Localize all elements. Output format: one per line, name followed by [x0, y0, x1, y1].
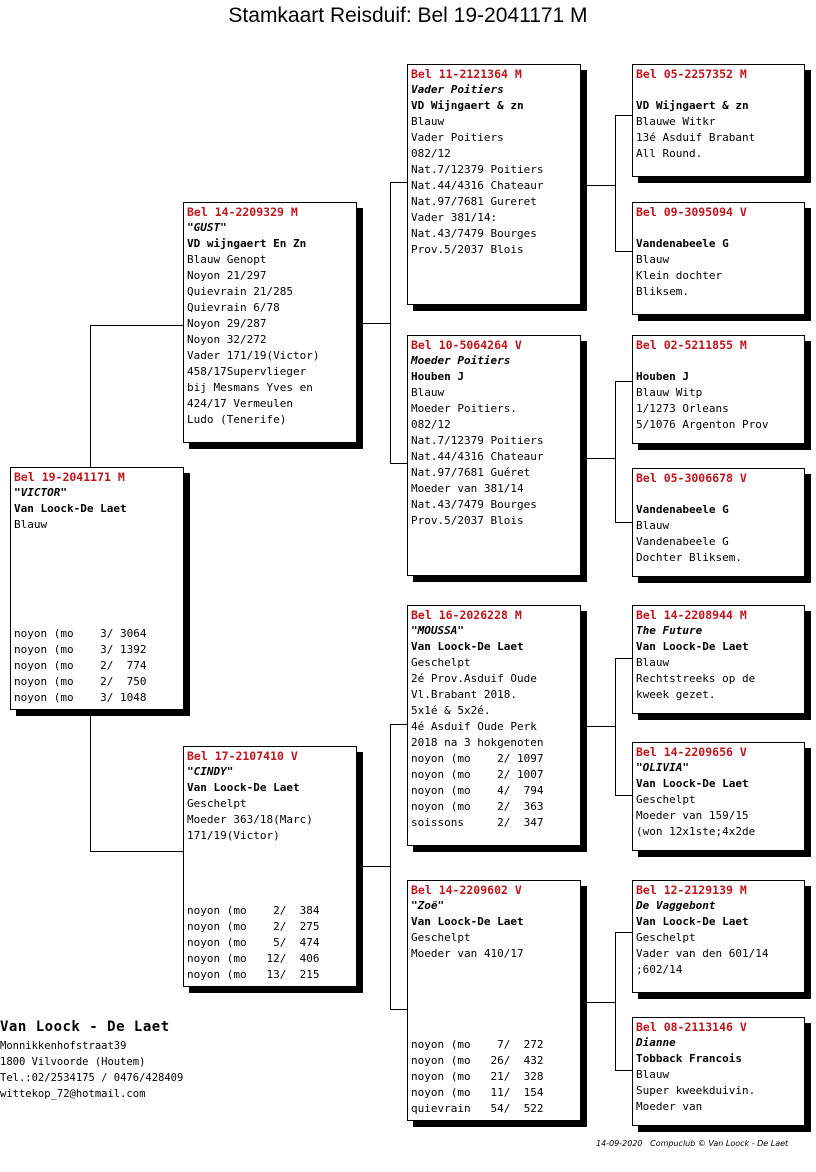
- info-line: kweek gezet.: [636, 688, 716, 701]
- info-line: Nat.43/7479 Bourges: [411, 498, 537, 511]
- info-line: Vader 381/14:: [411, 211, 498, 224]
- breeder-name: Van Loock-De Laet: [636, 915, 749, 928]
- connector-mm-out: [587, 1002, 615, 1003]
- race-results: [14, 626, 146, 706]
- ring-number: Bel 02-5211855 M: [636, 338, 747, 352]
- pigeon-name: "VICTOR": [14, 486, 67, 499]
- result-line: noyon (mo 3/ 1048: [14, 691, 147, 704]
- pigeon-card-fmf[interactable]: [632, 335, 805, 444]
- pigeon-card-subject[interactable]: [10, 467, 184, 710]
- ring-number: Bel 09-3095094 V: [636, 205, 747, 219]
- ring-number: Bel 14-2208944 M: [636, 608, 747, 622]
- connector-to-mff: [615, 658, 632, 659]
- breeder-name: VD Wijngaert & zn: [636, 99, 749, 112]
- pigeon-card-mmf[interactable]: [632, 880, 805, 993]
- connector-father-vertical: [390, 182, 391, 464]
- info-line: 082/12: [411, 147, 451, 160]
- info-line: Blauwe Witkr: [636, 115, 716, 128]
- pigeon-card-mother-father[interactable]: [407, 605, 581, 846]
- info-line: Vader 171/19(Victor): [187, 349, 320, 362]
- connector-mf-out: [587, 726, 615, 727]
- spacer: [636, 353, 801, 369]
- result-line: noyon (mo 26/ 432: [411, 1054, 544, 1067]
- info-line: Klein dochter: [636, 269, 723, 282]
- connector-to-ffm: [615, 251, 632, 252]
- pigeon-card-father[interactable]: [183, 202, 357, 443]
- info-line: Geschelpt: [411, 656, 471, 669]
- info-line: Moeder 363/18(Marc): [187, 813, 313, 826]
- info-line: Ludo (Tenerife): [187, 413, 287, 426]
- pigeon-card-father-father[interactable]: [407, 64, 581, 305]
- info-line: Nat.97/7681 Gureret: [411, 195, 537, 208]
- pigeon-name: Dianne: [636, 1036, 676, 1049]
- info-line: 082/12: [411, 418, 451, 431]
- breeder-name: Vandenabeele G: [636, 503, 729, 516]
- info-line: Quievrain 6/78: [187, 301, 280, 314]
- info-line: 424/17 Vermeulen: [187, 397, 293, 410]
- info-line: Bliksem.: [636, 285, 689, 298]
- info-line: noyon (mo 2/ 1007: [411, 768, 544, 781]
- pigeon-name: Vader Poitiers: [411, 83, 504, 96]
- pigeon-card-mother[interactable]: [183, 746, 357, 987]
- connector-father-out: [363, 323, 390, 324]
- result-line: noyon (mo 2/ 384: [187, 904, 320, 917]
- info-line: Quievrain 21/285: [187, 285, 293, 298]
- info-line: 171/19(Victor): [187, 829, 280, 842]
- pigeon-card-mmm[interactable]: [632, 1017, 805, 1126]
- connector-ff-out: [587, 185, 615, 186]
- info-line: Geschelpt: [411, 931, 471, 944]
- result-line: noyon (mo 11/ 154: [411, 1086, 544, 1099]
- info-line: Nat.43/7479 Bourges: [411, 227, 537, 240]
- result-line: noyon (mo 13/ 215: [187, 968, 320, 981]
- info-line: Blauw Genopt: [187, 253, 267, 266]
- connector-to-fmf: [615, 381, 632, 382]
- connector-to-fmm: [615, 522, 632, 523]
- owner-address: Monnikkenhofstraat39: [0, 1040, 127, 1052]
- connector-mother-vertical: [390, 724, 391, 1010]
- info-line: (won 12x1ste;4x2de: [636, 825, 756, 838]
- info-line: Vader Poitiers: [411, 131, 504, 144]
- spacer: [636, 82, 801, 98]
- connector-to-mf: [390, 724, 407, 725]
- connector-mm-vertical: [615, 932, 616, 1071]
- ring-number: Bel 08-2113146 V: [636, 1020, 747, 1034]
- pigeon-name: "CINDY": [187, 765, 234, 778]
- info-line: Rechtstreeks op de: [636, 672, 756, 685]
- info-line: Vader van den 601/14: [636, 947, 769, 960]
- info-line: 5/1076 Argenton Prov: [636, 418, 769, 431]
- ring-number: Bel 05-3006678 V: [636, 471, 747, 485]
- pigeon-name: "GUST": [187, 221, 227, 234]
- connector-to-fff: [615, 115, 632, 116]
- ring-number: Bel 14-2209329 M: [187, 205, 298, 219]
- pigeon-card-fmm[interactable]: [632, 468, 805, 577]
- info-line: soissons 2/ 347: [411, 816, 544, 829]
- ring-number: Bel 10-5064264 V: [411, 338, 522, 352]
- pigeon-card-mff[interactable]: [632, 605, 805, 714]
- connector-to-mother: [90, 851, 183, 852]
- connector-to-fm: [390, 463, 407, 464]
- info-line: Blauw: [14, 518, 48, 531]
- breeder-name: Vandenabeele G: [636, 237, 729, 250]
- connector-to-mmm: [615, 1070, 632, 1071]
- page-title: Stamkaart Reisduif: Bel 19-2041171 M: [228, 4, 588, 27]
- breeder-name: Van Loock-De Laet: [14, 502, 127, 515]
- connector-fm-vertical: [615, 381, 616, 523]
- info-line: noyon (mo 4/ 794: [411, 784, 544, 797]
- race-results: [411, 1037, 543, 1117]
- info-line: Dochter Bliksem.: [636, 551, 742, 564]
- owner-email[interactable]: wittekop_72@hotmail.com: [0, 1088, 146, 1100]
- info-line: Geschelpt: [187, 797, 247, 810]
- info-line: Vandenabeele G: [636, 535, 729, 548]
- connector-to-father: [90, 325, 183, 326]
- info-line: Moeder van 159/15: [636, 809, 749, 822]
- breeder-name: Van Loock-De Laet: [636, 640, 749, 653]
- spacer: [636, 220, 801, 236]
- breeder-name: Van Loock-De Laet: [411, 640, 524, 653]
- spacer: [636, 486, 801, 502]
- result-line: noyon (mo 2/ 275: [187, 920, 320, 933]
- result-line: noyon (mo 3/ 3064: [14, 627, 147, 640]
- info-line: ;602/14: [636, 963, 683, 976]
- connector-fm-out: [587, 458, 615, 459]
- info-line: noyon (mo 2/ 1097: [411, 752, 544, 765]
- info-line: Nat.7/12379 Poitiers: [411, 163, 544, 176]
- info-line: Nat.7/12379 Poitiers: [411, 434, 544, 447]
- info-line: Noyon 29/287: [187, 317, 267, 330]
- info-line: Blauw: [636, 519, 670, 532]
- pigeon-name: The Future: [636, 624, 703, 637]
- info-line: Moeder van 381/14: [411, 482, 524, 495]
- ring-number: Bel 19-2041171 M: [14, 470, 125, 484]
- ring-number: Bel 12-2129139 M: [636, 883, 747, 897]
- pigeon-name: De Vaggebont: [636, 899, 716, 912]
- connector-ff-vertical: [615, 115, 616, 251]
- result-line: noyon (mo 2/ 750: [14, 675, 147, 688]
- owner-city: 1800 Vilvoorde (Houtem): [0, 1056, 146, 1068]
- info-line: Moeder van: [636, 1100, 703, 1113]
- pigeon-name: Moeder Poitiers: [411, 354, 511, 367]
- owner-phone: Tel.:02/2534175 / 0476/428409: [0, 1072, 184, 1084]
- connector-to-mfm: [615, 795, 632, 796]
- info-line: 13é Asduif Brabant: [636, 131, 756, 144]
- result-line: noyon (mo 12/ 406: [187, 952, 320, 965]
- info-line: 2é Prov.Asduif Oude: [411, 672, 537, 685]
- pigeon-card-mfm[interactable]: [632, 742, 805, 851]
- breeder-name: Van Loock-De Laet: [187, 781, 300, 794]
- info-line: Blauw: [636, 1068, 670, 1081]
- info-line: 4é Asduif Oude Perk: [411, 720, 537, 733]
- connector-mf-vertical: [615, 658, 616, 796]
- ring-number: Bel 05-2257352 M: [636, 67, 747, 81]
- owner-name: Van Loock - De Laet: [0, 1019, 170, 1035]
- pigeon-card-ffm[interactable]: [632, 202, 805, 315]
- info-line: Geschelpt: [636, 931, 696, 944]
- result-line: quievrain 54/ 522: [411, 1102, 544, 1115]
- info-line: Moeder Poitiers.: [411, 402, 517, 415]
- breeder-name: Van Loock-De Laet: [411, 915, 524, 928]
- info-line: Geschelpt: [636, 793, 696, 806]
- ring-number: Bel 16-2026228 M: [411, 608, 522, 622]
- connector-to-mm: [390, 1009, 407, 1010]
- connector-mother-out: [363, 866, 390, 867]
- info-line: Prov.5/2037 Blois: [411, 243, 524, 256]
- breeder-name: Houben J: [411, 370, 464, 383]
- info-line: bij Mesmans Yves en: [187, 381, 313, 394]
- result-line: noyon (mo 21/ 328: [411, 1070, 544, 1083]
- info-line: 1/1273 Orleans: [636, 402, 729, 415]
- info-line: Blauw: [636, 253, 670, 266]
- info-line: All Round.: [636, 147, 703, 160]
- info-line: Nat.44/4316 Chateaur: [411, 179, 544, 192]
- info-line: Blauw: [636, 656, 670, 669]
- result-line: noyon (mo 3/ 1392: [14, 643, 147, 656]
- info-line: Noyon 21/297: [187, 269, 267, 282]
- info-line: Super kweekduivin.: [636, 1084, 756, 1097]
- info-line: Blauw: [411, 386, 445, 399]
- breeder-name: VD wijngaert En Zn: [187, 237, 307, 250]
- info-line: 458/17Supervlieger: [187, 365, 307, 378]
- race-results: [187, 903, 319, 983]
- info-line: Noyon 32/272: [187, 333, 267, 346]
- owner-info: [0, 1016, 183, 1102]
- breeder-name: VD Wijngaert & zn: [411, 99, 524, 112]
- ring-number: Bel 14-2209602 V: [411, 883, 522, 897]
- info-line: Prov.5/2037 Blois: [411, 514, 524, 527]
- info-line: noyon (mo 2/ 363: [411, 800, 544, 813]
- pigeon-name: "OLIVIA": [636, 761, 689, 774]
- breeder-name: Houben J: [636, 370, 689, 383]
- ring-number: Bel 11-2121364 M: [411, 67, 522, 81]
- pigeon-card-mother-mother[interactable]: [407, 880, 581, 1121]
- info-line: 5x1é & 5x2é.: [411, 704, 491, 717]
- connector-to-mmf: [615, 932, 632, 933]
- info-line: Blauw Witp: [636, 386, 703, 399]
- ring-number: Bel 17-2107410 V: [187, 749, 298, 763]
- result-line: noyon (mo 7/ 272: [411, 1038, 544, 1051]
- info-line: 2018 na 3 hokgenoten: [411, 736, 544, 749]
- connector-to-ff: [390, 182, 407, 183]
- result-line: noyon (mo 2/ 774: [14, 659, 147, 672]
- footer-credit: 14-09-2020 Compuclub © Van Loock - De Laet: [596, 1139, 789, 1148]
- info-line: Nat.97/7681 Guéret: [411, 466, 531, 479]
- result-line: noyon (mo 5/ 474: [187, 936, 320, 949]
- info-line: Nat.44/4316 Chateaur: [411, 450, 544, 463]
- info-line: Vl.Brabant 2018.: [411, 688, 517, 701]
- pigeon-name: "MOUSSA": [411, 624, 464, 637]
- breeder-name: Tobback Francois: [636, 1052, 742, 1065]
- pigeon-card-father-mother[interactable]: [407, 335, 581, 576]
- pigeon-name: "Zoë": [411, 899, 445, 912]
- breeder-name: Van Loock-De Laet: [636, 777, 749, 790]
- ring-number: Bel 14-2209656 V: [636, 745, 747, 759]
- info-line: Blauw: [411, 115, 445, 128]
- info-line: Moeder van 410/17: [411, 947, 524, 960]
- pigeon-card-fff[interactable]: [632, 64, 805, 177]
